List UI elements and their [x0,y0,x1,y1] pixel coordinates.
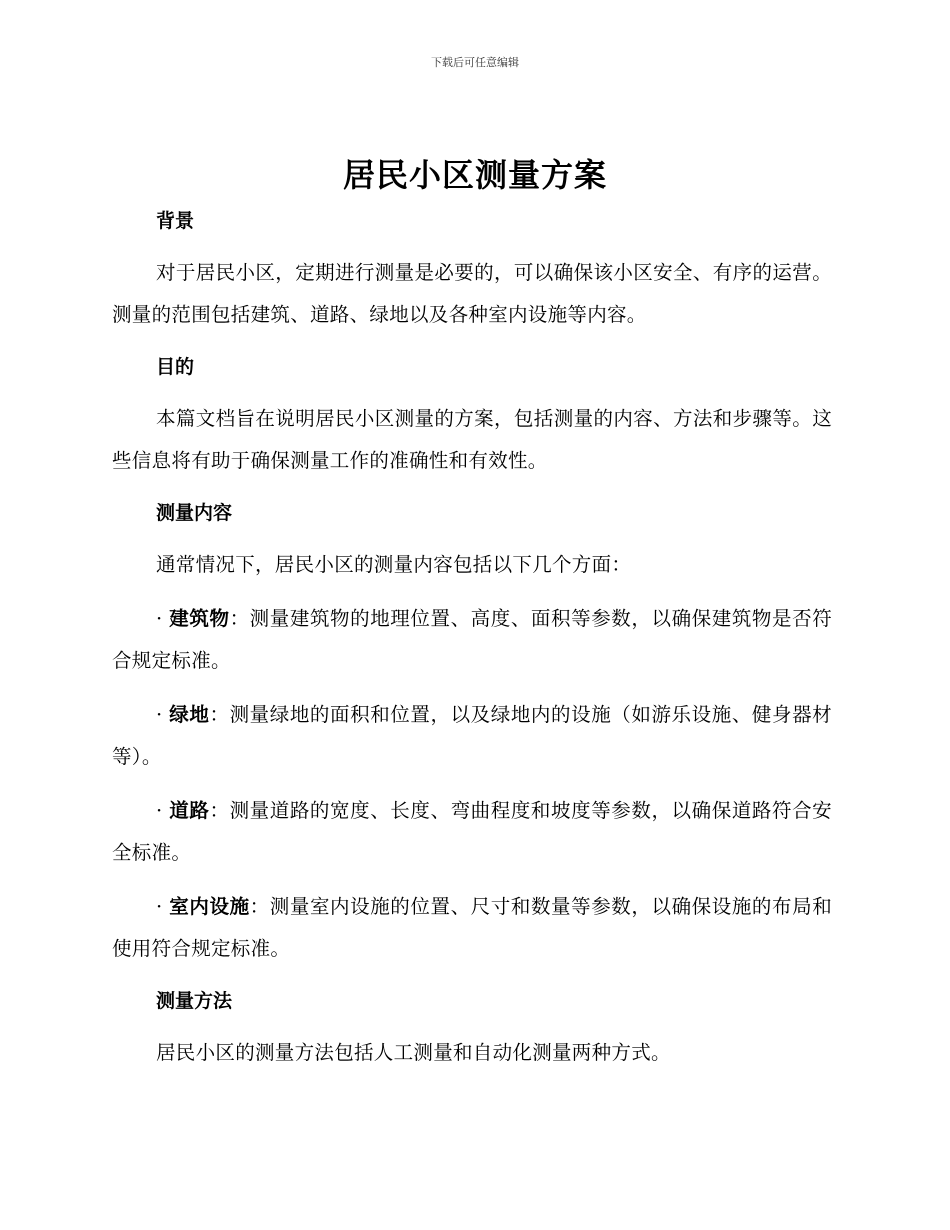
list-item-buildings [112,598,832,682]
bullet-separator: ： [249,895,270,918]
bullet-term: 绿地 [169,703,210,726]
list-item-roads [112,790,832,874]
bullet-text: 测量建筑物的地理位置、高度、面积等参数，以确保建筑物是否符合规定标准。 [112,607,832,672]
content-intro-paragraph: 通常情况下，居民小区的测量内容包括以下几个方面： [156,553,632,576]
bullet-term: 室内设施 [169,895,250,918]
list-item-greenland [112,694,832,778]
purpose-paragraph: 本篇文档旨在说明居民小区测量的方案，包括测量的内容、方法和步骤等。这些信息将有助于确保测量工作的准确性和有效性。 [112,407,832,472]
bullet-marker: · [156,703,170,726]
bullet-marker: · [156,895,170,918]
section-heading-method: 测量方法 [156,990,233,1012]
bullet-text: 测量绿地的面积和位置，以及绿地内的设施（如游乐设施、健身器材等）。 [112,703,832,768]
bullet-marker: · [156,799,170,822]
background-paragraph: 对于居民小区，定期进行测量是必要的，可以确保该小区安全、有序的运营。测量的范围包括建筑、道路、绿地以及各种室内设施等内容。 [112,261,832,326]
bullet-term: 建筑物 [169,607,230,630]
page-header-note: 下载后可任意编辑 [431,56,519,69]
document-body [112,202,832,1086]
bullet-text: 测量道路的宽度、长度、弯曲程度和坡度等参数，以确保道路符合安全标准。 [112,799,832,864]
bullet-separator: ： [229,607,250,630]
bullet-separator: ： [209,703,230,726]
section-heading-purpose: 目的 [156,356,195,378]
bullet-separator: ： [209,799,230,822]
method-paragraph: 居民小区的测量方法包括人工测量和自动化测量两种方式。 [156,1041,671,1064]
section-heading-background: 背景 [156,210,195,232]
bullet-text: 测量室内设施的位置、尺寸和数量等参数，以确保设施的布局和使用符合规定标准。 [112,895,833,960]
section-heading-content: 测量内容 [156,502,233,524]
bullet-marker: · [156,607,170,630]
document-title: 居民小区测量方案 [342,156,607,194]
list-item-indoor-facilities [112,886,832,970]
bullet-term: 道路 [169,799,210,822]
